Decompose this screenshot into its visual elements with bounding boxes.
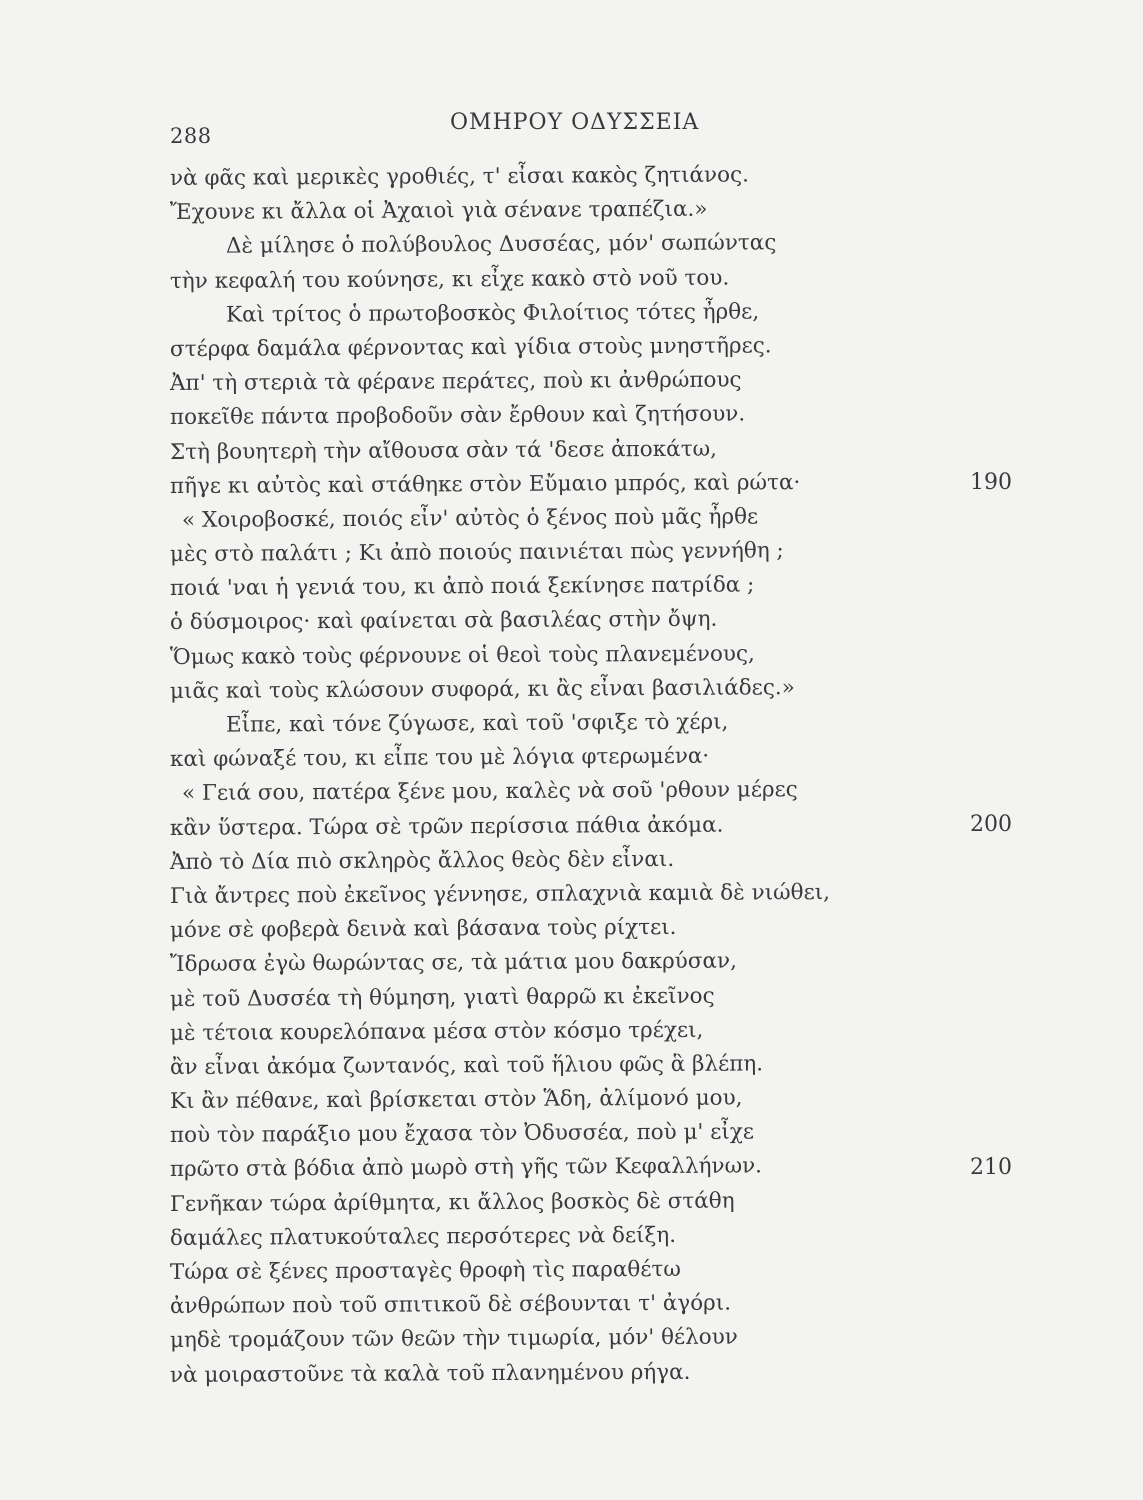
verse-line-20: κἂν ὕστερα. Τώρα σὲ τρῶν περίσσια πάθια ἀκόμα. [169, 812, 724, 841]
verse-line-23: μόνε σὲ φοβερὰ δεινὰ καὶ βάσανα τοὺς ρίχτει. [169, 915, 677, 944]
verse-line-11: « Χοιροβοσκέ, ποιός εἶν' αὐτὸς ὁ ξένος ποὺ μᾶς ἦρθε [181, 504, 759, 533]
page-number: 288 [170, 124, 212, 148]
line-number-210: 210 [970, 1155, 1012, 1180]
verse-line-14: ὁ δύσμοιρος· καὶ φαίνεται σὰ βασιλέας στὴν ὄψη. [169, 607, 718, 636]
verse-block [170, 162, 930, 1393]
verse-line-27: ἂν εἶναι ἀκόμα ζωντανός, καὶ τοῦ ἥλιου φῶς ἃ βλέπη. [169, 1051, 764, 1080]
verse-line-22: Γιὰ ἄντρες ποὺ ἐκεῖνος γέννησε, σπλαχνιὰ καμιὰ δὲ νιώθει, [169, 879, 831, 909]
verse-line-3: Δὲ μίλησε ὁ πολύβουλος Δυσσέας, μόν' σωπώντας [225, 230, 777, 260]
verse-line-4: τὴν κεφαλή του κούνησε, κι εἶχε κακὸ στὸ νοῦ του. [169, 265, 730, 294]
verse-line-19: « Γειά σου, πατέρα ξένε μου, καλὲς νὰ σοῦ 'ρθουν μέρες [181, 777, 798, 807]
verse-line-5: Καὶ τρίτος ὁ πρωτοβοσκὸς Φιλοίτιος τότες ἦρθε, [225, 299, 760, 328]
verse-line-30: πρῶτο στὰ βόδια ἀπὸ μωρὸ στὴ γῆς τῶν Κεφαλλήνων. [169, 1153, 763, 1183]
verse-line-36: νὰ μοιραστοῦνε τὰ καλὰ τοῦ πλανημένου ρήγα. [169, 1359, 691, 1388]
verse-line-31: Γενῆκαν τώρα ἀρίθμητα, κι ἄλλος βοσκὸς δὲ στάθη [169, 1188, 735, 1217]
verse-line-13: ποιά 'ναι ἡ γενιά του, κι ἀπὸ ποιά ξεκίνησε πατρίδα ; [169, 572, 755, 602]
verse-line-35: μηδὲ τρομάζουν τῶν θεῶν τὴν τιμωρία, μόν' θέλουν [169, 1324, 738, 1354]
verse-line-9: Στὴ βουητερὴ τὴν αἴθουσα σὰν τά 'δεσε ἀποκάτω, [169, 436, 718, 465]
verse-line-17: Εἶπε, καὶ τόνε ζύγωσε, καὶ τοῦ 'σφιξε τὸ χέρι, [225, 709, 729, 738]
verse-line-34: ἀνθρώπων ποὺ τοῦ σπιτικοῦ δὲ σέβουνται τ' ἀγόρι. [169, 1290, 732, 1320]
verse-line-26: μὲ τέτοια κουρελόπανα μέσα στὸν κόσμο τρέχει, [169, 1017, 704, 1046]
verse-line-24: Ἴδρωσα ἐγὼ θωρώντας σε, τὰ μάτια μου δακρύσαν, [169, 948, 737, 978]
verse-line-32: δαμάλες πλατυκούταλες περσότερες νὰ δείξη. [169, 1222, 677, 1251]
verse-line-28: Κι ἂν πέθανε, καὶ βρίσκεται στὸν Ἅδη, ἀλίμονό μου, [169, 1085, 743, 1115]
verse-line-29: ποὺ τὸν παράξιο μου ἔχασα τὸν Ὀδυσσέα, ποὺ μ' εἶχε [169, 1119, 755, 1149]
verse-line-10: πῆγε κι αὐτὸς καὶ στάθηκε στὸν Εὔμαιο μπρός, καὶ ρώτα· [169, 469, 801, 499]
verse-line-33: Τώρα σὲ ξένες προσταγὲς θροφὴ τὶς παραθέτω [169, 1256, 681, 1285]
page-header [0, 110, 1143, 150]
verse-line-25: μὲ τοῦ Δυσσέα τὴ θύμηση, γιατὶ θαρρῶ κι ἐκεῖνος [169, 983, 715, 1012]
verse-line-18: καὶ φώναξέ του, κι εἶπε του μὲ λόγια φτερωμένα· [169, 743, 710, 773]
line-number-190: 190 [970, 470, 1012, 495]
verse-line-6: στέρφα δαμάλα φέρνοντας καὶ γίδια στοὺς μνηστῆρες. [169, 333, 772, 362]
verse-line-21: Ἀπὸ τὸ Δία πιὸ σκληρὸς ἄλλος θεὸς δὲν εἶναι. [169, 846, 675, 875]
verse-line-8: ποκεῖθε πάντα προβοδοῦν σὰν ἔρθουν καὶ ζητήσουν. [169, 401, 746, 431]
running-title: ΟΜΗΡΟΥ ΟΔΥΣΣΕΙΑ [450, 110, 700, 135]
verse-line-7: Ἀπ' τὴ στεριὰ τὰ φέρανε περάτες, ποὺ κι ἀνθρώπους [169, 367, 742, 397]
verse-line-2: Ἔχουνε κι ἄλλα οἱ Ἀχαιοὶ γιὰ σένανε τραπέζια.» [169, 196, 708, 226]
line-number-200: 200 [970, 812, 1012, 837]
verse-line-12: μὲς στὸ παλάτι ; Κι ἀπὸ ποιούς παινιέται πὼς γεννήθη ; [169, 538, 784, 568]
verse-line-16: μιᾶς καὶ τοὺς κλώσουν συφορά, κι ἂς εἶναι βασιλιάδες.» [169, 674, 795, 704]
verse-line-1: νὰ φᾶς καὶ μερικὲς γροθιές, τ' εἶσαι κακὸς ζητιάνος. [169, 162, 749, 191]
verse-line-15: Ὅμως κακὸ τοὺς φέρνουνε οἱ θεοὶ τοὺς πλανεμένους, [169, 641, 755, 670]
